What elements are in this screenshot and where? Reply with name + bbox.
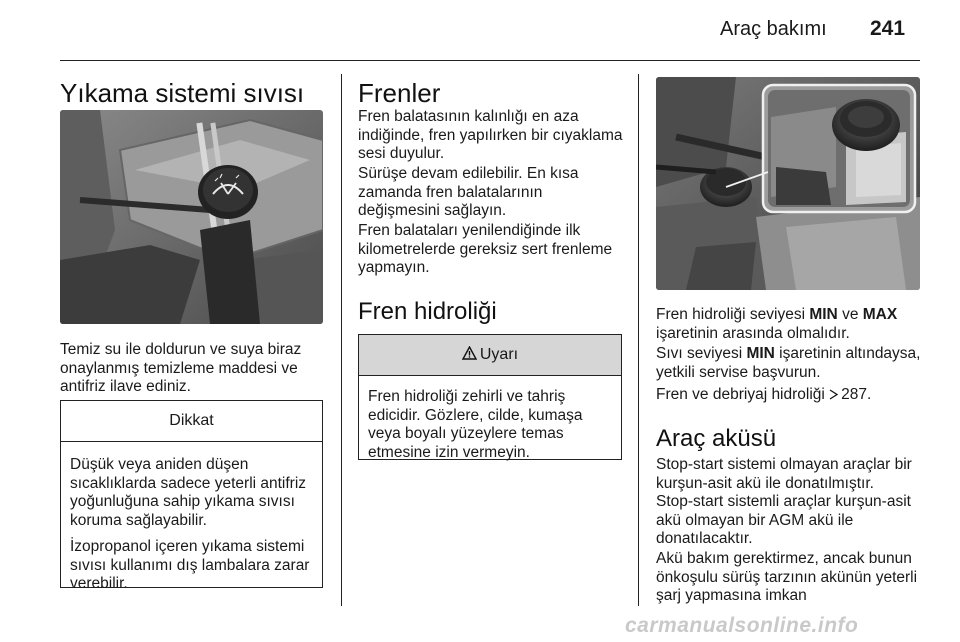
column-divider-1 bbox=[341, 74, 342, 606]
page-number: 241 bbox=[870, 17, 906, 40]
warning-text: Fren hidroliği zehirli ve tahriş edicidir. Gözlere, cilde, kumaşa veya boyalı yüzeylere temas etmesine izin vermeyin. bbox=[368, 388, 583, 461]
page-reference-link[interactable]: 287. bbox=[841, 386, 872, 403]
notice-box bbox=[60, 400, 323, 592]
header-rule bbox=[60, 60, 920, 61]
battery-paragraph-1: Stop-start sistemi olmayan araçlar bir kurşun-asit akü ile donatılmıştır. bbox=[656, 456, 912, 492]
brake-fluid-reservoir-photo bbox=[656, 77, 920, 290]
brakes-paragraph-1: Fren balatasının kalınlığı en aza indiğinde, fren yapılırken bir cıyaklama sesi duyulur. bbox=[358, 108, 623, 162]
warning-header bbox=[359, 335, 621, 376]
brakes-paragraph-2: Sürüşe devam edilebilir. En kısa zamanda fren balatalarının değişmesini sağlayın. bbox=[358, 165, 579, 219]
washer-fluid-heading: Yıkama sistemi sıvısı bbox=[60, 78, 305, 108]
brake-fluid-low-paragraph: Sıvı seviyesi MIN işaretinin altındaysa, yetkili servise başvurun. bbox=[656, 345, 921, 381]
vehicle-battery-heading: Araç aküsü bbox=[656, 425, 777, 452]
brake-fluid-heading: Fren hidroliği bbox=[358, 298, 497, 325]
min-mark: MIN bbox=[809, 306, 838, 323]
max-mark: MAX bbox=[862, 306, 898, 323]
warning-title: Uyarı bbox=[479, 346, 519, 363]
min-mark: MIN bbox=[746, 345, 775, 362]
watermark: carmanualsonline.info bbox=[625, 614, 859, 637]
column-divider-2 bbox=[638, 74, 639, 606]
brake-fluid-level-paragraph: Fren hidroliği seviyesi MIN ve MAX işaretinin arasında olmalıdır. bbox=[656, 306, 898, 342]
battery-paragraph-2: Stop-start sistemli araçlar kurşun-asit akü olmayan bir AGM akü ile donatılacaktır. bbox=[656, 493, 911, 547]
washer-reservoir-photo bbox=[60, 110, 323, 324]
brakes-heading: Frenler bbox=[358, 78, 441, 108]
washer-fluid-intro: Temiz su ile doldurun ve suya biraz onaylanmış temizleme maddesi ve antifriz ilave ediniz. bbox=[60, 341, 302, 395]
notice-title: Dikkat bbox=[61, 401, 322, 442]
chapter-title: Araç bakımı bbox=[720, 18, 827, 40]
page-reference-arrow-icon bbox=[829, 387, 838, 406]
notice-paragraph-1: Düşük veya aniden düşen sıcaklıklarda sadece yeterli antifriz yoğunluğuna sahip yıkama sıvısı koruma sağlayabilir. bbox=[70, 456, 307, 529]
battery-paragraph-3: Akü bakım gerektirmez, ancak bunun önkoşulu sürüş tarzının akünün yeterli şarj yapmasına imkan bbox=[656, 550, 918, 604]
brake-fluid-reference-paragraph: Fren ve debriyaj hidroliği 287. bbox=[656, 386, 922, 406]
notice-paragraph-2: İzopropanol içeren yıkama sistemi sıvısı kullanımı dış lambalara zarar verebilir. bbox=[70, 538, 310, 592]
warning-triangle-icon bbox=[462, 346, 477, 364]
brakes-paragraph-3: Fren balataları yenilendiğinde ilk kilometrelerde gereksiz sert frenleme yapmayın. bbox=[358, 222, 613, 276]
warning-box bbox=[358, 334, 622, 460]
